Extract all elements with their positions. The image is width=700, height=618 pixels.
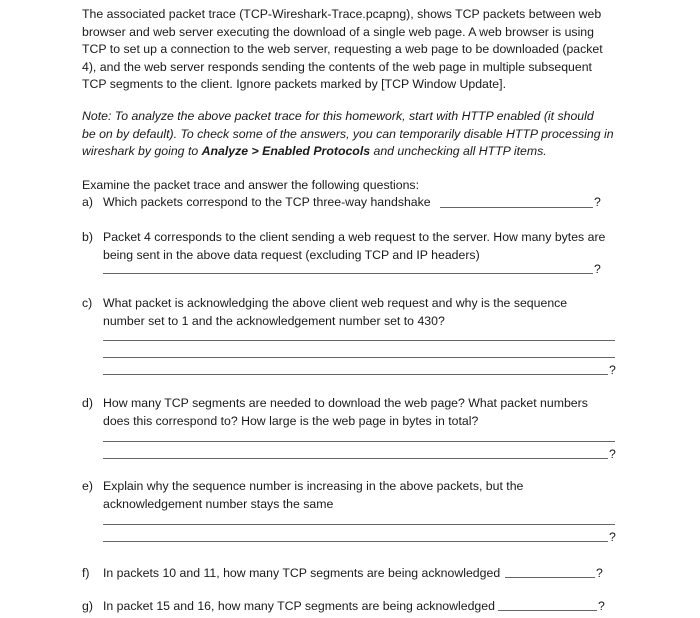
answer-line-c[interactable] <box>103 374 608 375</box>
answer-blank-g[interactable] <box>498 610 597 611</box>
question-a-text: Which packets correspond to the TCP three-way handshake <box>103 195 431 209</box>
question-mark: ? <box>609 447 616 461</box>
answer-line-c[interactable] <box>103 357 615 358</box>
intro-line: TCP segments to the client. Ignore packets marked by [TCP Window Update]. <box>82 77 506 92</box>
answer-line-d[interactable] <box>103 441 615 442</box>
note-line: be on by default). To check some of the answers, you can temporarily disable HTTP processing in <box>82 126 614 141</box>
question-f-text: In packets 10 and 11, how many TCP segments are being acknowledged <box>103 566 501 580</box>
question-mark: ? <box>596 566 603 580</box>
question-letter: c) <box>82 296 93 310</box>
question-letter: e) <box>82 479 93 493</box>
question-mark: ? <box>609 363 616 377</box>
answer-line-b[interactable] <box>103 273 593 274</box>
answer-line-e[interactable] <box>103 524 615 525</box>
note-line: Note: To analyze the above packet trace for this homework, start with HTTP enabled (it should <box>82 109 594 123</box>
answer-line-d[interactable] <box>103 458 608 459</box>
note-text: and unchecking all HTTP items. <box>370 144 547 159</box>
question-mark: ? <box>609 530 616 544</box>
question-mark: ? <box>594 195 601 209</box>
question-e-line: Explain why the sequence number is increasing in the above packets, but the <box>103 479 524 493</box>
question-d <box>82 395 627 431</box>
question-text <box>103 565 623 583</box>
question-e-line: acknowledgement number stays the same <box>103 496 334 511</box>
note-text: wireshark by going to <box>82 144 202 159</box>
question-c-line: What packet is acknowledging the above client web request and why is the sequence <box>103 296 568 310</box>
answer-blank-a[interactable] <box>440 207 593 208</box>
question-g-text: In packet 15 and 16, how many TCP segments are being acknowledged <box>103 599 495 613</box>
intro-line: browser and web server executing the download of a single web page. A web browser is using <box>82 24 594 39</box>
question-text <box>103 478 623 513</box>
question-f <box>82 565 627 583</box>
question-d-line: does this correspond to? How large is the web page in bytes in total? <box>103 413 479 428</box>
answer-line-e[interactable] <box>103 541 608 542</box>
intro-line: The associated packet trace (TCP-Wireshark-Trace.pcapng), shows TCP packets between web <box>82 7 602 21</box>
question-g <box>82 598 627 616</box>
question-letter: a) <box>82 195 93 209</box>
intro-paragraph <box>82 6 622 94</box>
question-text <box>103 194 623 212</box>
question-text <box>103 598 623 616</box>
question-b-line: being sent in the above data request (excluding TCP and IP headers) <box>103 247 480 262</box>
question-letter: f) <box>82 566 90 580</box>
question-text <box>103 395 623 430</box>
question-text <box>103 229 623 264</box>
question-d-line: How many TCP segments are needed to download the web page? What packet numbers <box>103 396 588 410</box>
question-c-line: number set to 1 and the acknowledgement number set to 430? <box>103 313 445 328</box>
note-line <box>82 143 622 161</box>
question-mark: ? <box>598 599 605 613</box>
answer-line-c[interactable] <box>103 340 615 341</box>
examine-instruction: Examine the packet trace and answer the following questions: <box>82 178 419 192</box>
question-b-line: Packet 4 corresponds to the client sending a web request to the server. How many bytes are <box>103 230 606 244</box>
intro-line: 4), and the web server responds sending the contents of the web page in multiple subsequent <box>82 59 592 74</box>
question-mark: ? <box>594 262 601 276</box>
note-paragraph <box>82 108 622 161</box>
intro-line: TCP to set up a connection to the web server, requesting a web page to be downloaded (packet <box>82 42 603 57</box>
question-e <box>82 478 627 514</box>
question-letter: g) <box>82 599 93 613</box>
question-a <box>82 194 627 212</box>
answer-blank-f[interactable] <box>505 577 595 578</box>
question-text <box>103 295 623 330</box>
question-b <box>82 229 627 265</box>
question-c <box>82 295 627 331</box>
question-letter: d) <box>82 396 93 410</box>
question-letter: b) <box>82 230 93 244</box>
note-menu-path: Analyze > Enabled Protocols <box>201 144 371 159</box>
